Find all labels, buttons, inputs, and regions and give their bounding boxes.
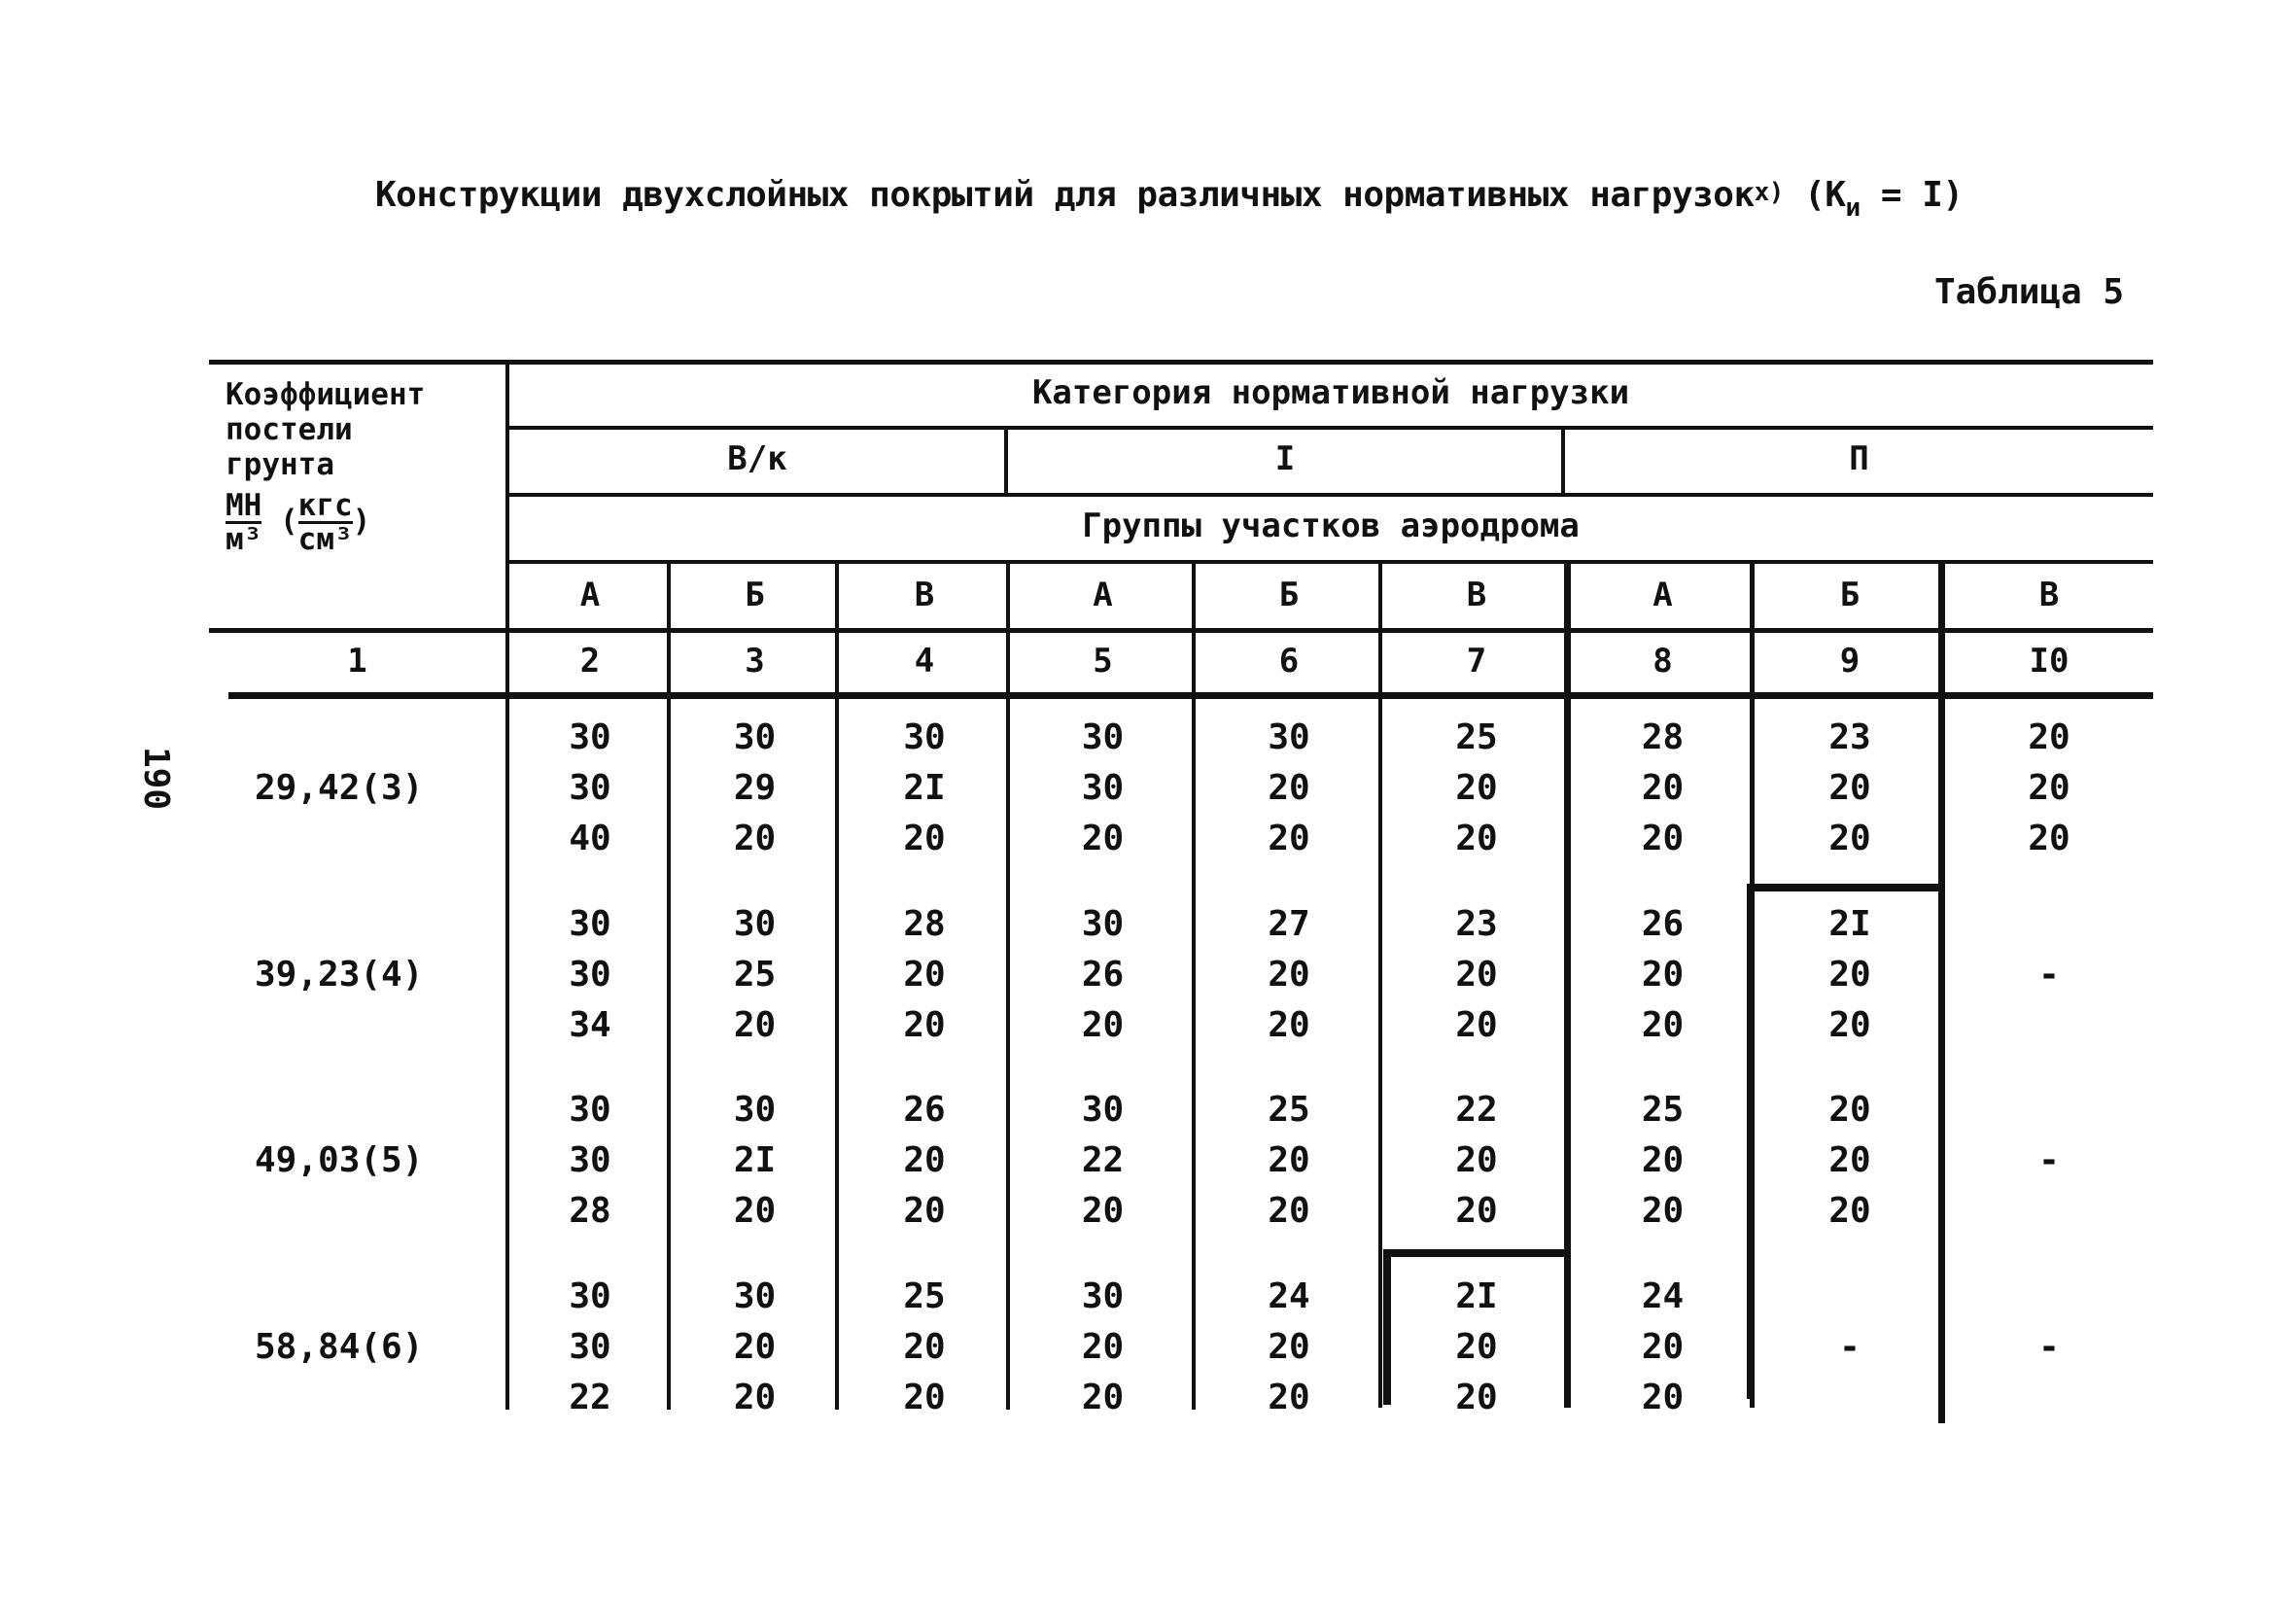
table-cell: 25 bbox=[1268, 1090, 1310, 1130]
group-header: А bbox=[579, 576, 601, 614]
table-cell: 22 bbox=[1081, 1140, 1125, 1180]
table-cell: 20 bbox=[1455, 1005, 1498, 1045]
header-bottom-rule bbox=[209, 628, 2153, 633]
table-cell: 23 bbox=[1828, 717, 1871, 757]
table-cell: - bbox=[1839, 1327, 1861, 1367]
table-cell: 20 bbox=[1455, 768, 1498, 808]
table-cell: 20 bbox=[1641, 1191, 1685, 1231]
table-cell: 20 bbox=[1268, 768, 1310, 808]
row-label: 58,84(6) bbox=[255, 1327, 424, 1367]
unit-cgs bbox=[298, 490, 353, 555]
unit-si-den: м³ bbox=[226, 522, 262, 557]
table-cell: 20 bbox=[1828, 1140, 1871, 1180]
table-cell: 20 bbox=[1641, 819, 1685, 858]
column-number: 8 bbox=[1652, 642, 1673, 681]
table-cell: 20 bbox=[2028, 819, 2070, 858]
group-header: А bbox=[1093, 576, 1113, 614]
row-label: 39,23(4) bbox=[255, 955, 424, 995]
table-cell: 26 bbox=[1641, 904, 1685, 944]
table-cell: 20 bbox=[1455, 1327, 1498, 1367]
table-cell: 20 bbox=[1455, 1140, 1498, 1180]
table-number: Таблица 5 bbox=[1934, 272, 2125, 312]
table-cell: 30 bbox=[1081, 1276, 1125, 1316]
group-header: В bbox=[2038, 576, 2060, 614]
table-cell: 30 bbox=[569, 717, 611, 757]
table-cell: 20 bbox=[1641, 1005, 1685, 1045]
table-cell: 30 bbox=[569, 1276, 611, 1316]
table-cell: 20 bbox=[1828, 1191, 1871, 1231]
table-cell: 30 bbox=[1081, 904, 1125, 944]
title-text: Конструкции двухслойных покрытий для различных нормативных нагрузок bbox=[375, 175, 1755, 215]
category-i: I bbox=[1274, 439, 1296, 478]
table-cell: 25 bbox=[1641, 1090, 1685, 1130]
category-vk: В/к bbox=[727, 439, 787, 478]
table-cell: 20 bbox=[733, 819, 777, 858]
table-cell: 22 bbox=[1455, 1090, 1498, 1130]
stub-line-3: грунта bbox=[226, 447, 334, 482]
table-cell: 20 bbox=[1828, 768, 1871, 808]
table-cell: 20 bbox=[1641, 1327, 1685, 1367]
table-cell: 29 bbox=[733, 768, 777, 808]
table-cell: - bbox=[2038, 1140, 2060, 1180]
table-cell: 20 bbox=[1081, 1378, 1125, 1417]
table-cell: 23 bbox=[1455, 904, 1498, 944]
column-number: I0 bbox=[2029, 642, 2070, 681]
table-cell: 20 bbox=[1268, 1327, 1310, 1367]
table-cell: 2I bbox=[903, 768, 946, 808]
table-cell: 30 bbox=[569, 955, 611, 995]
table-cell: 30 bbox=[903, 717, 946, 757]
table-cell: 2I bbox=[1455, 1276, 1498, 1316]
table-cell: 30 bbox=[569, 768, 611, 808]
table-cell: 28 bbox=[903, 904, 946, 944]
table-cell: - bbox=[2038, 1327, 2060, 1367]
table-cell: 30 bbox=[1081, 1090, 1125, 1130]
table-cell: 20 bbox=[903, 1378, 946, 1417]
table-cell: 2I bbox=[733, 1140, 777, 1180]
group-header: В bbox=[1466, 576, 1487, 614]
groups-title-rule bbox=[505, 493, 2153, 497]
unit-si-num: МН bbox=[226, 488, 262, 523]
top-rule bbox=[209, 360, 2153, 365]
table-cell: 20 bbox=[903, 1327, 946, 1367]
table-cell: 30 bbox=[569, 1327, 611, 1367]
table-cell: 20 bbox=[903, 955, 946, 995]
table-cell: 20 bbox=[1455, 955, 1498, 995]
table-cell: 20 bbox=[733, 1378, 777, 1417]
table-cell: - bbox=[2038, 955, 2060, 995]
table-cell: 30 bbox=[1081, 717, 1125, 757]
table-cell: 26 bbox=[903, 1090, 946, 1130]
column-number: 6 bbox=[1278, 642, 1300, 681]
table-cell: 40 bbox=[569, 819, 611, 858]
table-cell: 22 bbox=[569, 1378, 611, 1417]
table-cell: 24 bbox=[1641, 1276, 1685, 1316]
stub-line-2: постели bbox=[226, 412, 353, 447]
title-k-tail: = I) bbox=[1860, 175, 1964, 215]
table-cell: 30 bbox=[733, 904, 777, 944]
unit-cgs-den: см³ bbox=[297, 522, 353, 557]
table-cell: 20 bbox=[903, 1191, 946, 1231]
column-number: 4 bbox=[914, 642, 935, 681]
row-label: 49,03(5) bbox=[255, 1140, 424, 1180]
table-cell: 34 bbox=[569, 1005, 611, 1045]
groups-rule bbox=[505, 560, 2153, 564]
category-title: Категория нормативной нагрузки bbox=[1031, 373, 1630, 412]
boundary-step-col7 bbox=[1383, 1249, 1570, 1257]
column-number: 2 bbox=[579, 642, 601, 681]
table-cell: 20 bbox=[1828, 955, 1871, 995]
table-cell: 20 bbox=[1081, 819, 1125, 858]
table-cell: 20 bbox=[1268, 819, 1310, 858]
column-number: 5 bbox=[1093, 642, 1113, 681]
group-header: В bbox=[914, 576, 935, 614]
stub-line-1: Коэффициент bbox=[226, 377, 426, 412]
row-label: 29,42(3) bbox=[255, 768, 424, 808]
boundary-step-col9 bbox=[1747, 884, 1943, 891]
table-cell: 20 bbox=[903, 1140, 946, 1180]
column-number: 3 bbox=[745, 642, 765, 681]
table-cell: 25 bbox=[733, 955, 777, 995]
table-cell: 25 bbox=[1455, 717, 1498, 757]
table-cell: 26 bbox=[1081, 955, 1125, 995]
table-cell: 20 bbox=[903, 819, 946, 858]
table-cell: 20 bbox=[1641, 768, 1685, 808]
table-cell: 2I bbox=[1828, 904, 1871, 944]
category-ii: П bbox=[1849, 439, 1869, 478]
table-cell: 20 bbox=[733, 1191, 777, 1231]
group-header: Б bbox=[745, 576, 765, 614]
table-cell: 20 bbox=[903, 1005, 946, 1045]
table-cell: 20 bbox=[1081, 1005, 1125, 1045]
unit-si bbox=[226, 490, 261, 555]
column-number: 1 bbox=[347, 642, 367, 681]
table-cell: 30 bbox=[569, 1140, 611, 1180]
table-cell: 28 bbox=[569, 1191, 611, 1231]
table-cell: 30 bbox=[569, 1090, 611, 1130]
body-top-rule bbox=[228, 692, 2153, 699]
stub-header bbox=[226, 377, 425, 555]
table-cell: 20 bbox=[1455, 1378, 1498, 1417]
table-cell: 20 bbox=[1268, 1378, 1310, 1417]
table-cell: 20 bbox=[733, 1327, 777, 1367]
table-cell: 20 bbox=[1081, 1191, 1125, 1231]
table-cell: 20 bbox=[1641, 1378, 1685, 1417]
table-cell: 20 bbox=[1455, 1191, 1498, 1231]
table-cell: 30 bbox=[1268, 717, 1310, 757]
table-cell: 20 bbox=[1081, 1327, 1125, 1367]
table-cell: 20 bbox=[2028, 768, 2070, 808]
table-cell: 20 bbox=[1641, 1140, 1685, 1180]
table-cell: 20 bbox=[2028, 717, 2070, 757]
column-number: 9 bbox=[1839, 642, 1861, 681]
table-cell: 20 bbox=[1268, 1005, 1310, 1045]
table-cell: 30 bbox=[569, 904, 611, 944]
table-cell: 20 bbox=[1268, 1191, 1310, 1231]
table-cell: 30 bbox=[733, 1276, 777, 1316]
group-header: Б bbox=[1278, 576, 1300, 614]
column-number: 7 bbox=[1466, 642, 1487, 681]
table-cell: 28 bbox=[1641, 717, 1685, 757]
table-cell: 20 bbox=[733, 1005, 777, 1045]
page-number: 190 bbox=[136, 746, 177, 811]
table-cell: 20 bbox=[1455, 819, 1498, 858]
groups-title: Группы участков аэродрома bbox=[1082, 507, 1580, 545]
title-k-subscript: и bbox=[1845, 193, 1861, 223]
table-cell: 20 bbox=[1828, 819, 1871, 858]
table-cell: 20 bbox=[1828, 1090, 1871, 1130]
stub-unit: $\frac{МН}{\text{м³}}$ ( $\frac{\text{кгс}}{\text{см³}}$) bbox=[226, 488, 371, 557]
title-k: (К bbox=[1804, 175, 1846, 215]
category-rule bbox=[505, 426, 2153, 430]
unit-cgs-num: кгс bbox=[297, 488, 353, 523]
table-title bbox=[375, 175, 1964, 223]
table-cell: 30 bbox=[733, 1090, 777, 1130]
table-cell: 30 bbox=[1081, 768, 1125, 808]
table-cell: 30 bbox=[733, 717, 777, 757]
table-cell: 20 bbox=[1268, 955, 1310, 995]
table-cell: 25 bbox=[903, 1276, 946, 1316]
group-header: Б bbox=[1839, 576, 1861, 614]
table-cell: 24 bbox=[1268, 1276, 1310, 1316]
table-cell: 20 bbox=[1641, 955, 1685, 995]
group-header: А bbox=[1652, 576, 1673, 614]
table-cell: 27 bbox=[1268, 904, 1310, 944]
table-cell: 20 bbox=[1268, 1140, 1310, 1180]
table-cell: 20 bbox=[1828, 1005, 1871, 1045]
title-footnote-mark: x) bbox=[1754, 178, 1784, 207]
